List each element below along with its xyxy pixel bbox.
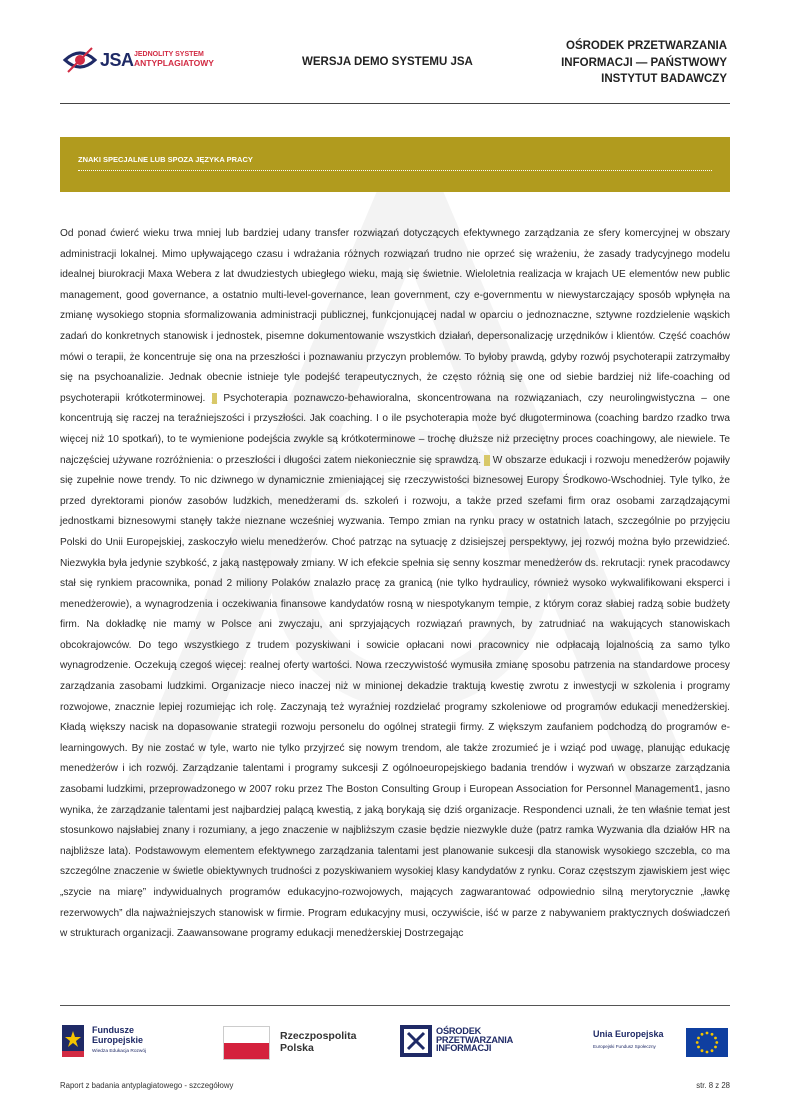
fe-star-icon (60, 1023, 88, 1061)
poland-flag-icon (223, 1026, 270, 1060)
section-banner (60, 137, 730, 192)
rzeczpospolita-polska-logo: Rzeczpospolita Polska (223, 1026, 363, 1062)
logo-text: JSA (100, 50, 134, 70)
opi-logo: OŚRODEK PRZETWARZANIA INFORMACJI (400, 1025, 550, 1061)
opi-mark-icon (400, 1025, 432, 1057)
page-header (60, 0, 730, 104)
section-title: ZNAKI SPECJALNE LUB SPOZA JĘZYKA PRACY (78, 155, 253, 164)
footer-divider (60, 1005, 730, 1006)
body-text-part-2: Psychoterapia poznawczo-behawioralna, skoncentrowana na rozwiązaniach, czy neurolingwistyczna – one koncentrują się raczej na teraźniejszości i przyszłości. Jak coaching. I o ile psychoterapia może być długoterminowa (coaching bardzo rzadko trwa więcej niż 10 spotkań), to te wymienione podejścia zwykle są krótkoterminowe – trochę dłuższe niż przeciętny proces coachingowy, ale niewiele. Te najczęściej używane rozróżnienia: o przeszłości i długości zatem niekoniecznie się sprawdzą. (60, 392, 730, 466)
dotted-divider (78, 170, 712, 171)
institution-name: OŚRODEK PRZETWARZANIA INFORMACJI — PAŃSTWOWY INSTYTUT BADAWCZY (561, 40, 727, 85)
unia-europejska-logo: Unia Europejska Europejski Fundusz Społeczny (590, 1028, 730, 1062)
footer-logos (60, 1020, 730, 1070)
demo-title: WERSJA DEMO SYSTEMU JSA (302, 56, 473, 68)
fundusze-europejskie-logo: Fundusze Europejskie Wiedza Edukacja Rozwój (60, 1023, 190, 1063)
body-text-part-3: W obszarze edukacji i rozwoju menedżerów pojawiły się zupełnie nowe trendy. To nic dziwnego w dynamicznie zmieniającej się rzeczywistości biznesowej Europy Środkowo-Wschodniej. Tyle tylko, że przed dyrektorami pionów zasobów ludzkich, menedżerami ds. szkoleń i rozwoju, a także przed szefami firm oraz osobami zarządzającymi jednostkami biznesowymi stanęły także nieznane wcześniej wyzwania. Tempo zmian na rynku pracy w ostatnich latach, szczególnie po przyjęciu Polski do Unii Europejskiej, zaskoczyło wielu menedżerów. Choć patrząc na sytuację z dzisiejszej perspektywy, jej rozwój można było przewidzieć. Niezwykła była jedynie szybkość, z jaką następowały zmiany. W ich efekcie spełnia się senny koszmar menedżerów ds. rekrutacji: rynek pracodawcy stał się rynkiem pracownika, ponad 2 miliony Polaków znalazło pracę za granicą (nie tylko hydraulicy, również wysoko wykwalifikowani eksperci i menedżerowie), a wynagrodzenia i oczekiwania finansowe kandydatów rosną w niespotykanym tempie, z którym coraz słabiej radzą sobie budżety firm. Na dokładkę nie mamy w Polsce ani zwyczaju, ani sprzyjających rozwiązań prawnych, by zatrudniać na wakujących stanowiskach obcokrajowców. Do tego wszystkiego z trudem pozyskiwani i sowicie opłacani nowi pracownicy nie odpłacają lojalnością za samo tylko wynagrodzenie. Oczekują czegoś więcej: realnej oferty wartości. Nowa rzeczywistość wymusiła zmianę sposobu patrzenia na standardowe procesy zarządzania zasobami ludzkimi. Organizacje nieco inaczej niż w minionej dekadzie traktują kwestię zwrotu z inwestycji w szkolenia i programy rozwojowe, znacznie lepiej rozumiejąc ich rolę. Zaczynają też wyraźniej rozdzielać programy szkoleniowe od programów edukacji menedżerskiej. Kładą większy nacisk na dopasowanie strategii rozwoju personelu do ogólnej strategii firmy. Z większym zaufaniem podchodzą do programów e-learningowych. By nie zostać w tyle, warto nie tylko przyjrzeć się nowym trendom, ale także zrozumieć je i wziąć pod uwagę, planując edukację menedżerów i ich rozwój. Zarządzanie talentami i programy sukcesji Z ogólnoeuropejskiego badania trendów i wyzwań w obszarze zarządzania zasobami ludzkimi, przeprowadzonego w 2007 roku przez The Boston Consulting Group i European Association for Personnel Management1, jasno wynika, że zarządzanie talentami jest najbardziej palącą kwestią, z jaką borykają się dziś organizacje. Respondenci uznali, że ten właśnie temat jest stosunkowo najsłabiej znany i rozumiany, a jego znaczenie w najbliższym czasie będzie niezwykle duże (patrz ramka Wyzwania dla działów HR na najbliższe lata). Podstawowym elementem efektywnego zarządzania talentami jest planowanie sukcesji dla stanowisk wysokiego szczebla, co ma szczególne znaczenie w świetle obiektywnych trudności z pozyskiwaniem wysokiej klasy kandydatów z rynku. Coraz częstszym zjawiskiem jest więc „szycie na miarę” indywidualnych programów edukacyjno-rozwojowych, mających zagwarantować odpowiednio silną merytorycznie „ławkę rezerwowych” dla najważniejszych stanowisk w firmie. Program edukacyjny musi, oczywiście, iść w parze z nabywaniem praktycznych doświadczeń w strukturach organizacji. Zaawansowane programy edukacji menedżerskiej Dostrzegając (60, 454, 730, 940)
jsa-logo (62, 42, 222, 82)
eye-icon (62, 42, 98, 78)
body-paragraph (60, 224, 730, 945)
report-label: Raport z badania antyplagiatowego - szczegółowy (60, 1081, 234, 1090)
logo-subtitle: JEDNOLITY SYSTEM ANTYPLAGIATOWY (134, 51, 214, 68)
page-number: str. 8 z 28 (696, 1081, 730, 1090)
special-char-mark: _ (211, 392, 218, 404)
eu-flag-icon (686, 1028, 728, 1057)
special-char-mark: _ (484, 454, 490, 466)
body-text-part-1: Od ponad ćwierć wieku trwa mniej lub bardziej udany transfer rozwiązań dotyczących efektywnego zarządzania ze sfery komercyjnej w obszary administracji lokalnej. Mimo upływającego czasu i wdrażania różnych rozwiązań trudno nie oprzeć się wrażeniu, że zasady tradycyjnego modelu idealnej biurokracji Maxa Webera z lat dwudziestych ubiegłego wieku, mają się świetnie. Wieloletnia realizacja w krajach UE elementów new public management, good governance, a ostatnio multi-level-governance, lean government, czy e-governmentu w niewystarczający sposób wpłynęła na zmianę wysokiego stopnia sformalizowania administracji publicznej, funkcjonującej nadal w oparciu o jednoznaczne, sztywne rozdzielenie wąskich zadań do konkretnych stanowisk i jednostek, pisemne dokumentowanie wszystkich działań, depersonalizację urzędników i klientów. Część coachów mówi o terapii, że koncentruje się ona na przeszłości i poznawaniu przyczyn problemów. To byłoby prawdą, gdyby rozwój psychoterapii zatrzymałby się na psychoanalizie. Jednak obecnie istnieje tyle podejść terapeutycznych, że często różnią się one od siebie bardziej niż life-coaching od psychoterapii krótkoterminowej. (60, 228, 730, 404)
